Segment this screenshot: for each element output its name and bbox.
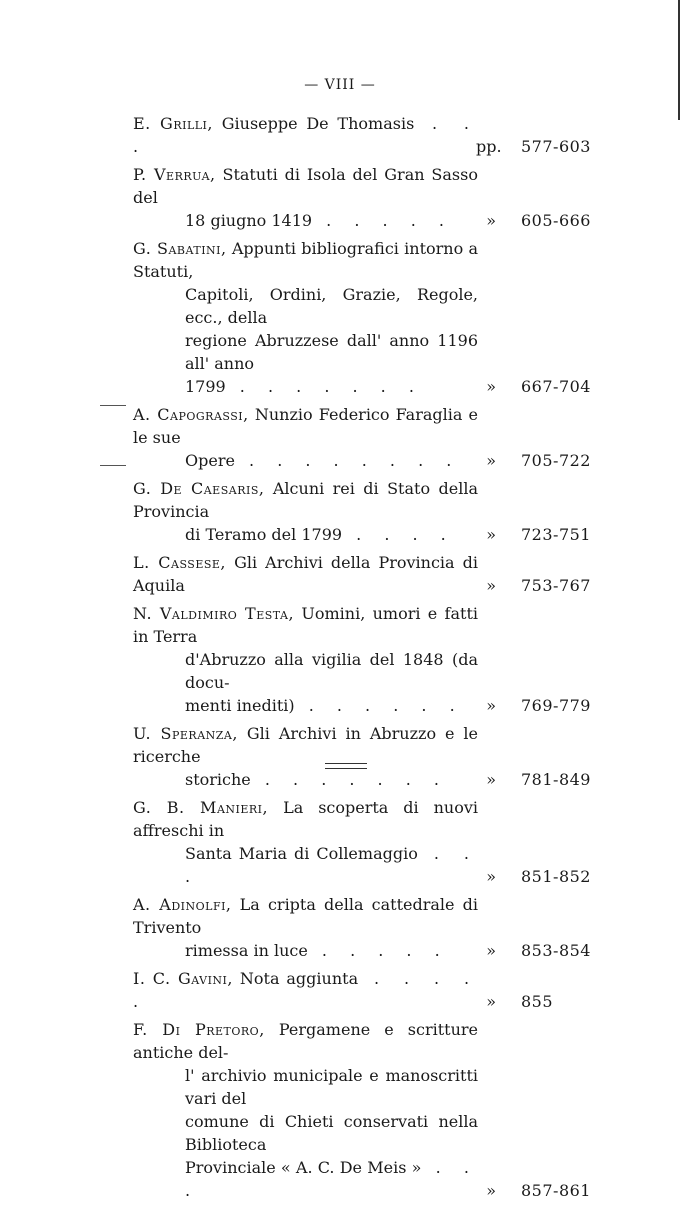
page-range: 667-704 [521, 377, 591, 396]
entry-title-line: l' archivio municipale e manoscritti vari del [185, 1066, 478, 1108]
entry-title-line: Uomini, umori e fatti in Terra [133, 604, 478, 646]
entry-title-line: d'Abruzzo alla vigilia del 1848 (da docu- [185, 650, 478, 692]
leader-dots: . . . . . [307, 941, 449, 960]
entry-text [133, 112, 478, 158]
entry-author: A. Adinolfi, [133, 895, 232, 914]
entry-author: A. Capograssi, [133, 405, 249, 424]
entry-title-line: 1799 [185, 377, 226, 396]
entry-title-line: Statuti di Isola del Gran Sasso del [133, 165, 478, 207]
entry-text [133, 237, 478, 398]
entry-author: F. Di Pretoro, [133, 1020, 265, 1039]
toc-entry [133, 722, 593, 791]
entry-author: G. De Caesaris, [133, 479, 265, 498]
page-marker: » [486, 377, 496, 396]
leader-dots: . . . . . . [294, 696, 464, 715]
leader-dots: . . . . [342, 525, 455, 544]
page-range: 851-852 [521, 867, 591, 886]
entry-author: G. Sabatini, [133, 239, 227, 258]
table-of-contents [133, 112, 593, 1207]
entry-title-line: Santa Maria di Collemaggio [185, 844, 418, 863]
entry-author: L. Cassese, [133, 553, 227, 572]
page-range: 705-722 [521, 451, 591, 470]
entry-title-line: storiche [185, 770, 251, 789]
toc-entry [133, 477, 593, 546]
toc-entry [133, 796, 593, 888]
entry-title-line: Opere [185, 451, 235, 470]
entry-author: U. Speranza, [133, 724, 238, 743]
entry-text [133, 477, 478, 546]
page-marker: » [486, 211, 496, 230]
toc-entry [133, 551, 593, 597]
leader-dots: . . . . . [312, 211, 453, 230]
page-range: 769-779 [521, 696, 591, 715]
entry-text [133, 602, 478, 717]
page-range: 857-861 [521, 1181, 591, 1200]
entry-title-line: Appunti bibliografici intorno a Statuti, [133, 239, 478, 281]
page-marker: » [486, 941, 496, 960]
page-marker: » [486, 992, 496, 1011]
leader-dots: . . . . . . . [225, 377, 423, 396]
entry-author: N. Valdimiro Testa, [133, 604, 295, 623]
entry-text [133, 163, 478, 232]
entry-text [133, 403, 478, 472]
page-marker: » [486, 696, 496, 715]
page-marker: » [486, 1181, 496, 1200]
margin-mark-1 [100, 405, 126, 406]
toc-entry [133, 1018, 593, 1202]
entry-text [133, 551, 478, 597]
entry-title-line: regione Abruzzese dall' anno 1196 all' anno [185, 331, 478, 373]
entry-text [133, 1018, 478, 1202]
page-range: 753-767 [521, 576, 591, 595]
entry-title-line: menti inediti) [185, 696, 295, 715]
margin-mark-2 [100, 465, 126, 466]
entry-author: P. Verrua, [133, 165, 216, 184]
entry-title-line: Gli Archivi in Abruzzo e le ricerche [133, 724, 479, 766]
entry-title-line: Gli Archivi della Provincia di Aquila [133, 553, 479, 595]
page-range: 781-849 [521, 770, 591, 789]
page-marker: pp. [476, 137, 502, 156]
page-marker: » [486, 576, 496, 595]
leader-dots: . . . [133, 114, 478, 156]
entry-text [133, 893, 478, 962]
closing-rule [325, 763, 367, 769]
entry-title-line: La cripta della cattedrale di Trivento [133, 895, 478, 937]
entry-text [133, 967, 478, 1013]
toc-entry [133, 237, 593, 398]
page-marker: » [486, 451, 496, 470]
page-number: — VIII — [304, 77, 376, 93]
toc-entry [133, 163, 593, 232]
page-range: 605-666 [521, 211, 591, 230]
leader-dots: . . . . . . . . [234, 451, 461, 470]
page-range: 853-854 [521, 941, 591, 960]
entry-author: E. Grilli, [133, 114, 213, 133]
entry-title-line: di Teramo del 1799 [185, 525, 343, 544]
toc-entry [133, 602, 593, 717]
toc-entry [133, 112, 593, 158]
page-marker: » [486, 867, 496, 886]
entry-text [133, 722, 478, 791]
entry-title-line: comune di Chieti conservati nella Biblioteca [185, 1112, 478, 1154]
page-range: 855 [521, 992, 554, 1011]
leader-dots: . . . [185, 1158, 478, 1200]
entry-text [133, 796, 478, 888]
entry-title-line: Giuseppe De Thomasis [221, 114, 415, 133]
leader-dots: . . . [185, 844, 479, 886]
page-range: 577-603 [521, 137, 591, 156]
leader-dots: . . . . . . . [250, 770, 448, 789]
toc-entry [133, 893, 593, 962]
entry-author: G. B. Manieri, [133, 798, 269, 817]
entry-title-line: La scoperta di nuovi affreschi in [133, 798, 479, 840]
entry-title-line: 18 giugno 1419 [185, 211, 313, 230]
entry-title-line: Nota aggiunta [239, 969, 359, 988]
entry-title-line: Capitoli, Ordini, Grazie, Regole, ecc., della [185, 285, 478, 327]
page-marker: » [486, 525, 496, 544]
entry-title-line: Alcuni rei di Stato della Provincia [133, 479, 478, 521]
toc-entry [133, 967, 593, 1013]
toc-entry [133, 403, 593, 472]
leader-dots: . . . . . [133, 969, 479, 1011]
entry-title-line: rimessa in luce [185, 941, 308, 960]
entry-title-line: Nunzio Federico Faraglia e le sue [133, 405, 479, 447]
page-range: 723-751 [521, 525, 591, 544]
entry-title-line: Provinciale « A. C. De Meis » [185, 1158, 422, 1177]
entry-title-line: Pergamene e scritture antiche del- [133, 1020, 479, 1062]
entry-author: I. C. Gavini, [133, 969, 233, 988]
page-marker: » [486, 770, 496, 789]
